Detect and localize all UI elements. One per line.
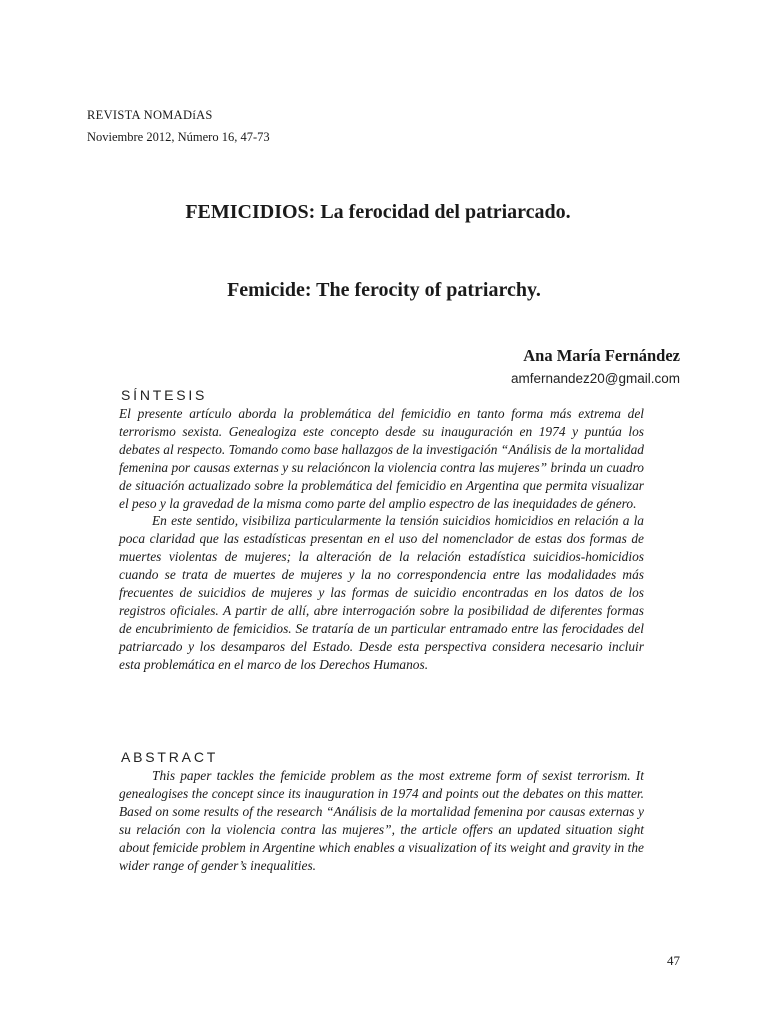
author-email[interactable]: amfernandez20@gmail.com [510,371,680,386]
synthesis-body [119,405,644,674]
synthesis-heading: SÍNTESIS [121,387,208,403]
page-number: 47 [667,953,680,968]
article-title-english: Femicide: The ferocity of patriarchy. [227,279,541,301]
author-name: Ana María Fernández [523,346,680,365]
issue-info: Noviembre 2012, Número 16, 47-73 [87,130,270,144]
article-title-spanish: FEMICIDIOS: La ferocidad del patriarcado. [185,201,571,223]
synthesis-paragraph: El presente artículo aborda la problemática del femicidio en tanto forma más extrema del terrorismo sexista. Genealogiza este concepto desde su inauguración en 1974 y puntúa los debates al respecto. Tomando como base hallazgos de la investigación “Análisis de la mortalidad femenina por causas externas y su relacióncon la violencia contra las mujeres” brinda un cuadro de situación actualizado sobre la problemática del femicidio en Argentina que permita visualizar el peso y la gravedad de la misma como parte del amplio espectro de las inequidades de género. [119,406,644,511]
synthesis-paragraph: En este sentido, visibiliza particularmente la tensión suicidios homicidios en relación a la poca claridad que las estadísticas presentan en el uso del nomenclador de estas dos formas de muertes violentas de mujeres; la alteración de la relación estadística suicidios-homicidios cuando se trata de muertes de mujeres y la no correspondencia entre las modalidades más frecuentes de suicidios de mujeres y las formas de suicidio encontradas en los datos de los registros oficiales. A partir de allí, abre interrogación sobre la posibilidad de diferentes formas de encubrimiento de femicidios. Se trataría de un particular entramado entre las ferocidades del patriarcado y los desamparos del Estado. Desde esta perspectiva considera necesario incluir esta problemática en el marco de los Derechos Humanos. [119,513,644,672]
abstract-body [119,767,644,874]
abstract-paragraph: This paper tackles the femicide problem as the most extreme form of sexist terrorism. It genealogises the concept since its inauguration in 1974 and points out the debates on this matter. Based on some results of the research “Análisis de la mortalidad femenina por causas externas y su relación con la violencia contra las mujeres”, the article offers an updated situation sight about femicide problem in Argentine which enables a visualization of its weight and gravity in the wider range of gender’s inequalities. [119,768,644,873]
abstract-heading: ABSTRACT [121,749,219,765]
journal-name: REVISTA NOMADíAS [87,108,213,122]
